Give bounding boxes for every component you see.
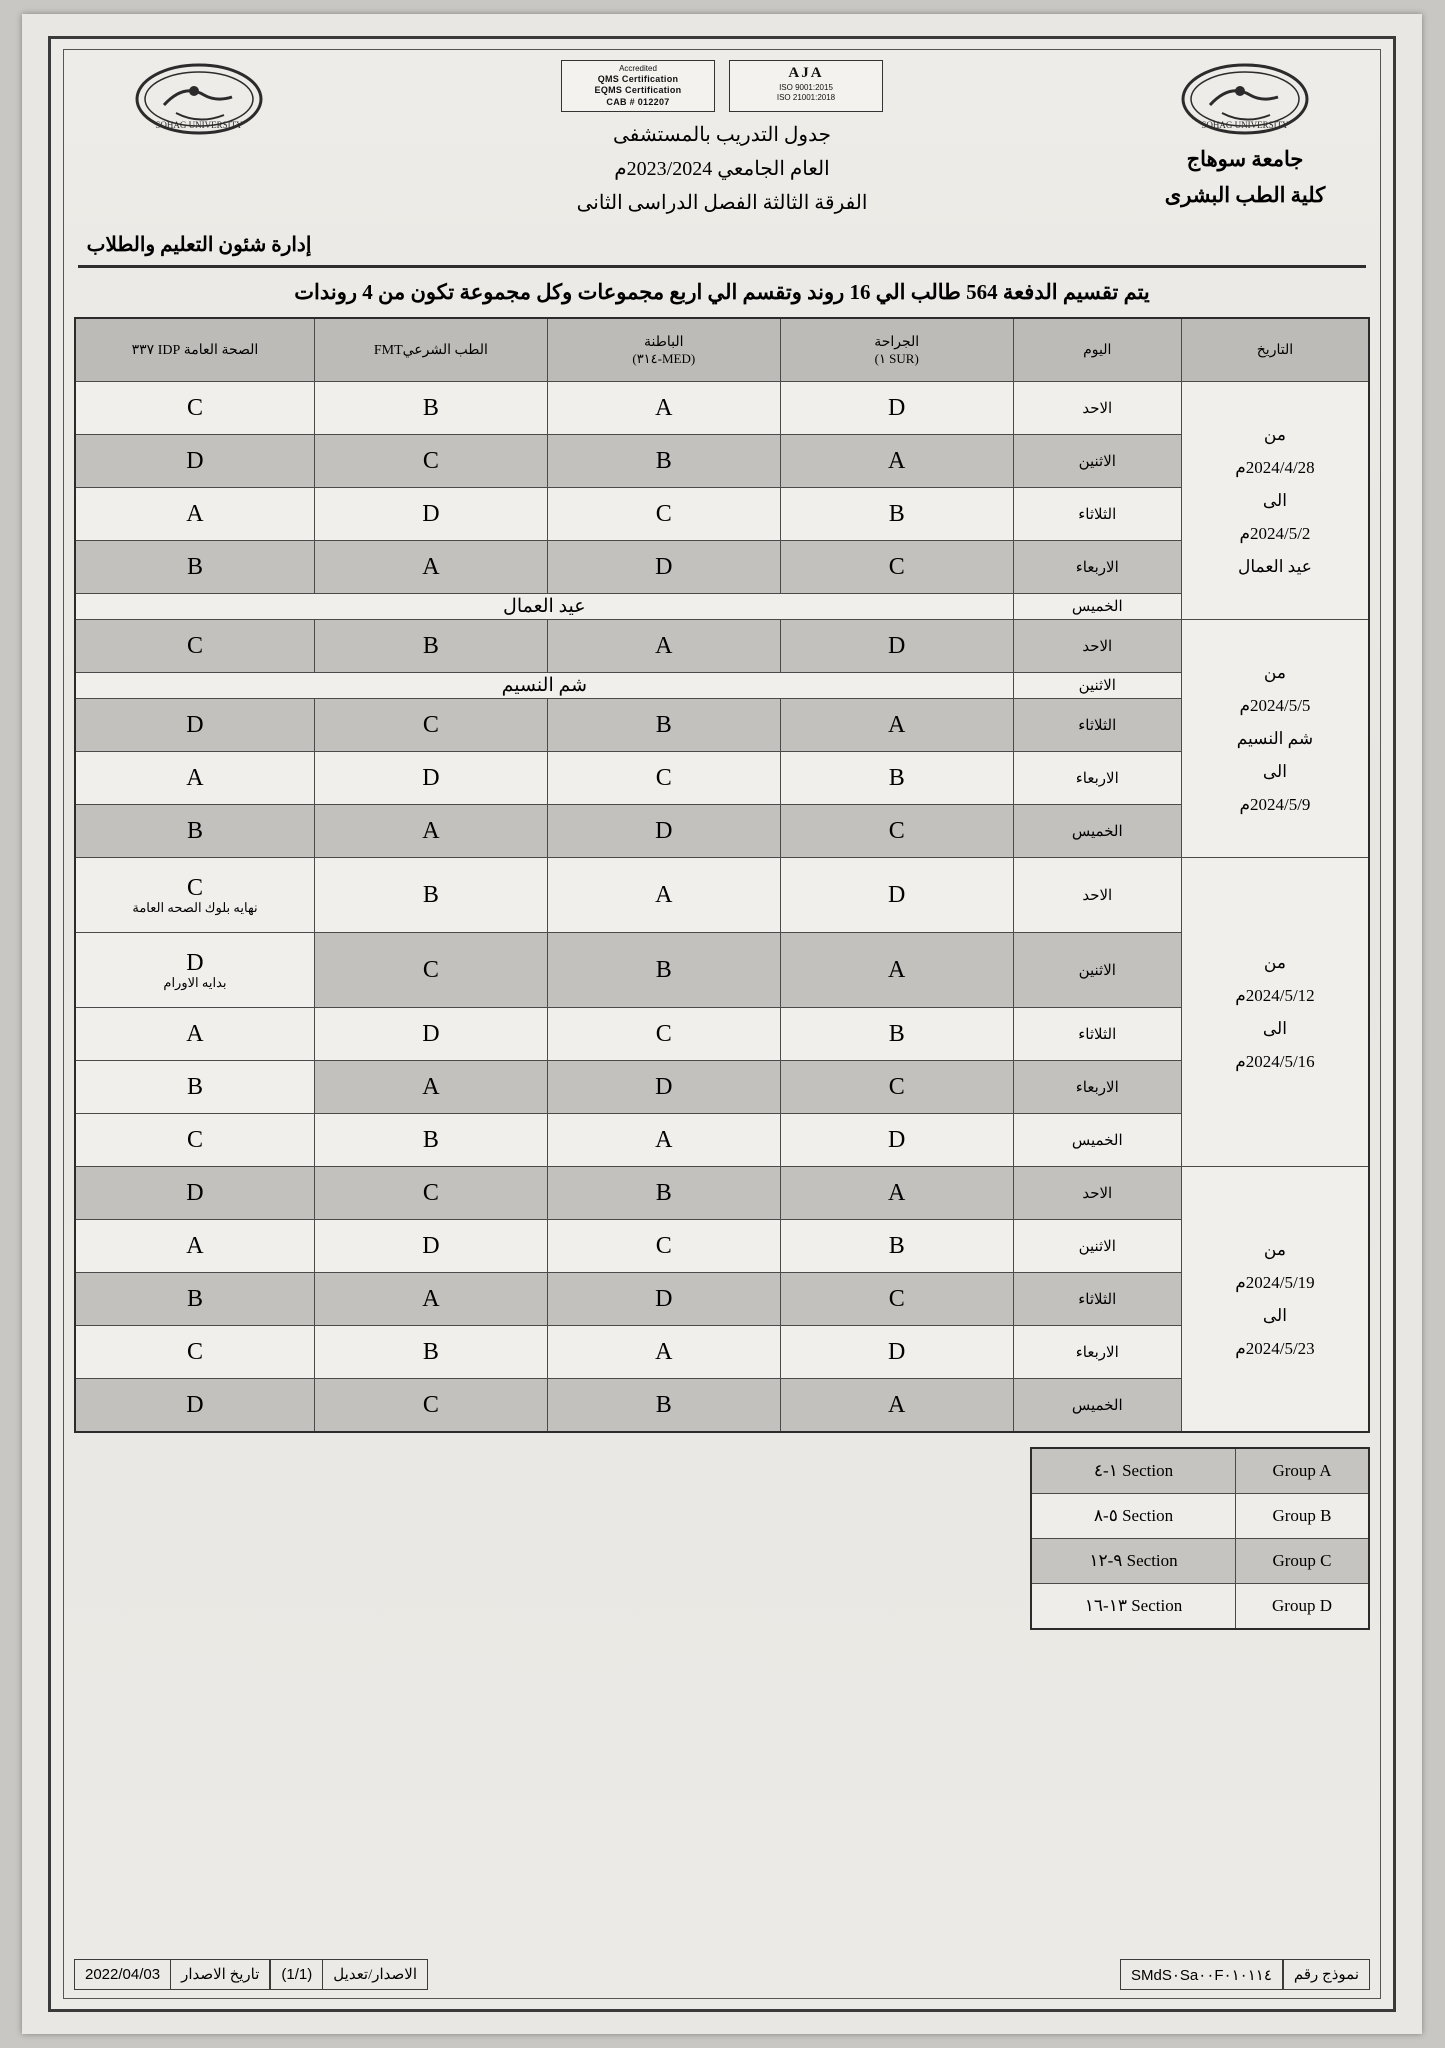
table-row	[75, 1326, 1369, 1379]
grade-cell-forensic: B	[314, 1326, 547, 1379]
grade-cell-forensic: D	[314, 488, 547, 541]
faculty-name: كلية الطب البشرى	[1164, 182, 1326, 207]
table-row	[75, 805, 1369, 858]
col-header-surgery: الجراحة (SUR ١)	[780, 318, 1013, 382]
day-cell: الاربعاء	[1013, 541, 1181, 594]
grade-cell-forensic: A	[314, 1061, 547, 1114]
grade-cell-public-health: A	[75, 1220, 314, 1273]
grade-cell-surgery: B	[780, 488, 1013, 541]
day-cell: الاربعاء	[1013, 752, 1181, 805]
day-cell: الاحد	[1013, 1167, 1181, 1220]
egac-qms: QMS Certification	[597, 74, 679, 84]
document-title-line1: جدول التدريب بالمستشفى	[613, 123, 831, 146]
table-row	[75, 673, 1369, 699]
document-title-line3: الفرقة الثالثة الفصل الدراسى الثانى	[576, 191, 868, 214]
grade-cell-surgery: B	[780, 752, 1013, 805]
aja-iso21001: ISO 21001:2018	[776, 92, 836, 102]
col-header-public-health: الصحة العامة IDP ٣٣٧	[75, 318, 314, 382]
grade-cell-medicine: C	[547, 488, 780, 541]
day-cell: الثلاثاء	[1013, 1008, 1181, 1061]
grade-cell-surgery: C	[780, 1273, 1013, 1326]
grade-cell-public-health: B	[75, 541, 314, 594]
table-row	[75, 620, 1369, 673]
table-row	[75, 752, 1369, 805]
grade-cell-medicine: D	[547, 1273, 780, 1326]
accreditation-badge-egac	[561, 60, 715, 112]
grade-cell-forensic: B	[314, 620, 547, 673]
distribution-note: يتم تقسيم الدفعة 564 طالب الي 16 روند وتقسم الي اربع مجموعات وكل مجموعة تكون من 4 روندات	[294, 280, 1150, 304]
table-row	[75, 1220, 1369, 1273]
grade-cell-forensic: C	[314, 699, 547, 752]
aja-logo-text: AJA	[788, 65, 824, 81]
holiday-cell: عيد العمال	[75, 594, 1013, 620]
grade-cell-medicine: A	[547, 1114, 780, 1167]
egac-cab: CAB # 012207	[606, 96, 670, 107]
footer-issue-date	[74, 1959, 270, 1990]
day-cell: الاثنين	[1013, 673, 1181, 699]
grade-cell-forensic: B	[314, 1114, 547, 1167]
grade-cell-medicine: D	[547, 805, 780, 858]
aja-iso9001: ISO 9001:2015	[779, 82, 833, 92]
grade-cell-medicine: C	[547, 1008, 780, 1061]
group-sections-c: Section ٩-١٢	[1031, 1539, 1236, 1584]
day-cell: الاثنين	[1013, 435, 1181, 488]
group-label-a: Group A	[1236, 1448, 1370, 1494]
grade-cell-public-health: B	[75, 1273, 314, 1326]
table-row	[75, 1167, 1369, 1220]
list-item	[1031, 1539, 1369, 1584]
date-cell-block3: من 2024/5/12م الى 2024/5/16م	[1181, 858, 1369, 1167]
grade-cell-medicine: C	[547, 752, 780, 805]
grade-cell-medicine: D	[547, 541, 780, 594]
administration-label: إدارة شئون التعليم والطلاب	[86, 234, 312, 256]
day-cell: الثلاثاء	[1013, 699, 1181, 752]
grade-cell-public-health: B	[75, 1061, 314, 1114]
date-cell-block2: من 2024/5/5م شم النسيم الى 2024/5/9م	[1181, 620, 1369, 858]
col-header-forensic-medicine: الطب الشرعيFMT	[314, 318, 547, 382]
grade-cell-surgery: B	[780, 1220, 1013, 1273]
grade-cell-surgery: D	[780, 382, 1013, 435]
grade-cell-public-health: D بدايه الاورام	[75, 933, 314, 1008]
egac-accredited: Accredited	[619, 64, 657, 73]
table-row	[75, 1114, 1369, 1167]
grade-cell-medicine: C	[547, 1220, 780, 1273]
grade-cell-forensic: A	[314, 541, 547, 594]
document-inner-frame	[63, 49, 1381, 1999]
table-row	[75, 1273, 1369, 1326]
grade-cell-medicine: B	[547, 933, 780, 1008]
accreditation-badge-aja	[729, 60, 883, 112]
accreditation-logos	[324, 60, 1120, 112]
table-row	[75, 435, 1369, 488]
grade-cell-medicine: A	[547, 620, 780, 673]
grade-cell-medicine: D	[547, 1061, 780, 1114]
grade-cell-forensic: B	[314, 858, 547, 933]
table-row	[75, 382, 1369, 435]
table-row	[75, 541, 1369, 594]
grade-cell-forensic: A	[314, 805, 547, 858]
issue-date-label: تاريخ الاصدار	[170, 1959, 270, 1990]
date-cell-block4: من 2024/5/19م الى 2024/5/23م	[1181, 1167, 1369, 1433]
group-sections-d: Section ١٣-١٦	[1031, 1584, 1236, 1630]
grade-cell-forensic: C	[314, 1167, 547, 1220]
grade-cell-medicine: A	[547, 1326, 780, 1379]
grade-cell-surgery: D	[780, 1114, 1013, 1167]
grade-cell-public-health: C	[75, 382, 314, 435]
grade-cell-forensic: C	[314, 933, 547, 1008]
footer-form-number	[1283, 1959, 1370, 1990]
svg-text:SOHAG UNIVERSITY: SOHAG UNIVERSITY	[155, 120, 243, 130]
grade-cell-surgery: A	[780, 933, 1013, 1008]
group-label-c: Group C	[1236, 1539, 1370, 1584]
public-health-end-note: نهايه بلوك الصحه العامة	[132, 899, 258, 915]
grade-cell-medicine: B	[547, 435, 780, 488]
edition-label: الاصدار/تعديل	[322, 1959, 428, 1990]
oncology-start-note: بدايه الاورام	[163, 974, 227, 990]
day-cell: الاثنين	[1013, 1220, 1181, 1273]
grade-cell-surgery: C	[780, 541, 1013, 594]
grade-cell-surgery: A	[780, 1379, 1013, 1433]
training-schedule-table	[74, 317, 1370, 1433]
group-label-b: Group B	[1236, 1494, 1370, 1539]
grade-cell-public-health: A	[75, 488, 314, 541]
egac-eqms: EQMS Certification	[594, 85, 682, 96]
grade-cell-forensic: B	[314, 382, 547, 435]
document-title-line2: العام الجامعي 2023/2024م	[614, 157, 830, 180]
grade-cell-medicine: A	[547, 382, 780, 435]
grade-cell-surgery: D	[780, 858, 1013, 933]
list-item	[1031, 1448, 1369, 1494]
table-row	[75, 858, 1369, 933]
list-item	[1031, 1494, 1369, 1539]
grade-cell-public-health: C	[75, 1114, 314, 1167]
issue-date-value: 2022/04/03	[74, 1959, 170, 1990]
holiday-cell: شم النسيم	[75, 673, 1013, 699]
table-header-row	[75, 318, 1369, 382]
date-cell-block1: من 2024/4/28م الى 2024/5/2م عيد العمال	[1181, 382, 1369, 620]
document-footer	[74, 1959, 1370, 1990]
col-header-internal-medicine: الباطنة (MED-٣١٤)	[547, 318, 780, 382]
university-identity	[1120, 58, 1370, 211]
grade-cell-forensic: D	[314, 752, 547, 805]
day-cell: الخميس	[1013, 594, 1181, 620]
grade-cell-surgery: C	[780, 805, 1013, 858]
grade-cell-public-health: D	[75, 699, 314, 752]
day-cell: الاحد	[1013, 858, 1181, 933]
footer-edition	[270, 1959, 428, 1990]
university-logo-left-icon	[124, 58, 274, 140]
grade-cell-surgery: A	[780, 699, 1013, 752]
grade-cell-public-health: C	[75, 1326, 314, 1379]
university-logo-right-icon	[1170, 58, 1320, 140]
day-cell: الثلاثاء	[1013, 488, 1181, 541]
document-sheet	[48, 36, 1396, 2012]
grade-cell-surgery: D	[780, 1326, 1013, 1379]
group-sections-b: Section ٥-٨	[1031, 1494, 1236, 1539]
day-cell: الاثنين	[1013, 933, 1181, 1008]
grade-cell-medicine: A	[547, 858, 780, 933]
grade-cell-public-health: A	[75, 752, 314, 805]
day-cell: الخميس	[1013, 1114, 1181, 1167]
grade-cell-forensic: D	[314, 1220, 547, 1273]
day-cell: الاحد	[1013, 620, 1181, 673]
day-cell: الاربعاء	[1013, 1061, 1181, 1114]
list-item	[1031, 1584, 1369, 1630]
col-header-day: اليوم	[1013, 318, 1181, 382]
group-sections-a: Section ١-٤	[1031, 1448, 1236, 1494]
table-row	[75, 699, 1369, 752]
grade-cell-surgery: A	[780, 435, 1013, 488]
table-row	[75, 1379, 1369, 1433]
grade-cell-medicine: B	[547, 1167, 780, 1220]
day-cell: الخميس	[1013, 805, 1181, 858]
table-row	[75, 1008, 1369, 1061]
grade-cell-medicine: B	[547, 699, 780, 752]
grade-cell-public-health: D	[75, 1379, 314, 1433]
grade-cell-public-health: C نهايه بلوك الصحه العامة	[75, 858, 314, 933]
day-cell: الخميس	[1013, 1379, 1181, 1433]
grade-cell-surgery: C	[780, 1061, 1013, 1114]
form-number-label: نموذج رقم	[1283, 1959, 1370, 1990]
grade-cell-public-health: B	[75, 805, 314, 858]
footer-spacer	[428, 1959, 1120, 1990]
document-header	[74, 58, 1370, 257]
document-page	[22, 14, 1422, 2034]
grade-cell-public-health: D	[75, 435, 314, 488]
schedule-body	[75, 382, 1369, 1433]
grade-cell-surgery: D	[780, 620, 1013, 673]
grade-cell-forensic: D	[314, 1008, 547, 1061]
groups-legend	[74, 1447, 1370, 1630]
administration-identity	[74, 58, 324, 257]
grade-cell-forensic: A	[314, 1273, 547, 1326]
col-header-date: التاريخ	[1181, 318, 1369, 382]
grade-cell-medicine: B	[547, 1379, 780, 1433]
day-cell: الاحد	[1013, 382, 1181, 435]
grade-cell-public-health: D	[75, 1167, 314, 1220]
day-cell: الاربعاء	[1013, 1326, 1181, 1379]
grade-cell-surgery: B	[780, 1008, 1013, 1061]
table-row	[75, 1061, 1369, 1114]
svg-text:SOHAG UNIVERSITY: SOHAG UNIVERSITY	[1201, 120, 1289, 130]
groups-table	[1030, 1447, 1370, 1630]
grade-cell-forensic: C	[314, 435, 547, 488]
day-cell: الثلاثاء	[1013, 1273, 1181, 1326]
grade-cell-forensic: C	[314, 1379, 547, 1433]
grade-cell-surgery: A	[780, 1167, 1013, 1220]
table-row	[75, 594, 1369, 620]
table-row	[75, 933, 1369, 1008]
group-label-d: Group D	[1236, 1584, 1370, 1630]
header-center	[324, 58, 1120, 220]
form-number-value: SMdS٠Sa٠٠F٠١٠١١٤	[1120, 1959, 1283, 1990]
grade-cell-public-health: C	[75, 620, 314, 673]
university-name: جامعة سوهاج	[1186, 147, 1304, 171]
table-row	[75, 488, 1369, 541]
edition-value: (1/1)	[270, 1959, 322, 1990]
grade-cell-public-health: A	[75, 1008, 314, 1061]
